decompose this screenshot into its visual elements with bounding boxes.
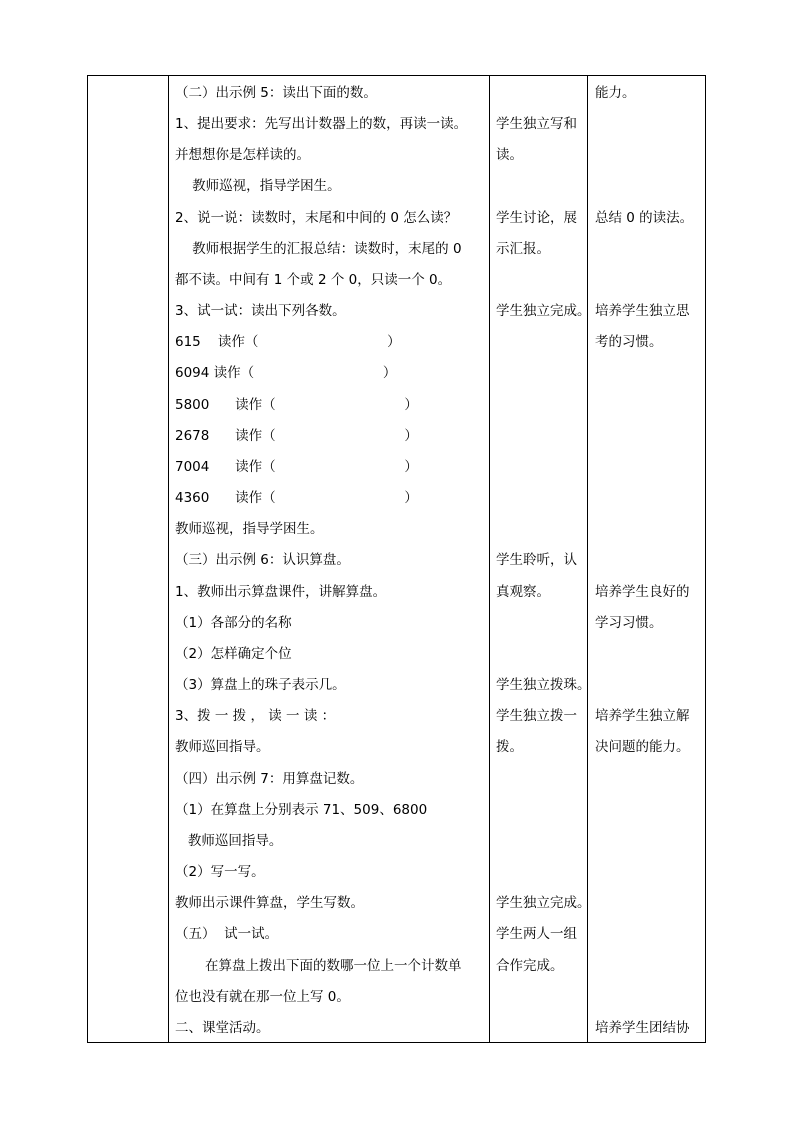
text-line: （1）各部分的名称: [175, 615, 292, 631]
text-line: 培养学生独立解: [595, 708, 690, 724]
text-line: 615 读作（ ）: [175, 334, 401, 350]
text-line: （1）在算盘上分别表示 71、509、6800: [175, 802, 428, 818]
text-line: 学生独立完成。: [496, 303, 591, 319]
text-line: （2）写一写。: [175, 864, 265, 880]
text-line: 1、教师出示算盘课件，讲解算盘。: [175, 584, 387, 600]
text-line: 培养学生独立思: [595, 303, 690, 319]
text-line: 教师巡视，指导学困生。: [175, 178, 341, 194]
text-line: 学生独立拨珠。: [496, 677, 591, 693]
text-line: 学生独立写和: [496, 116, 577, 132]
text-line: 3、试一试：读出下列各数。: [175, 303, 346, 319]
text-line: 真观察。: [496, 584, 550, 600]
text-line: 能力。: [595, 85, 636, 101]
text-line: 学习习惯。: [595, 615, 663, 631]
text-line: 5800 读作（ ）: [175, 397, 418, 413]
text-line: 2、说一说：读数时，末尾和中间的 0 怎么读？: [175, 210, 458, 226]
text-line: 4360 读作（ ）: [175, 490, 418, 506]
text-line: 示汇报。: [496, 241, 550, 257]
text-line: 3、拨 一 拨 ， 读 一 读 ：: [175, 708, 336, 724]
text-line: （2）怎样确定个位: [175, 646, 292, 662]
text-line: 培养学生良好的: [595, 584, 690, 600]
text-line: （四）出示例 7：用算盘记数。: [175, 771, 364, 787]
text-line: 拨。: [496, 739, 523, 755]
lesson-plan-table: [87, 75, 706, 1043]
text-line: 总结 0 的读法。: [595, 210, 694, 226]
text-line: 教师巡回指导。: [175, 833, 283, 849]
text-line: （五） 试一试。: [175, 926, 279, 942]
text-line: 学生独立拨一: [496, 708, 577, 724]
text-line: 2678 读作（ ）: [175, 428, 418, 444]
text-line: 考的习惯。: [595, 334, 663, 350]
text-line: 二、课堂活动。: [175, 1020, 270, 1036]
text-line: 培养学生团结协: [595, 1020, 690, 1036]
text-line: 学生聆听，认: [496, 552, 577, 568]
text-line: 教师巡回指导。: [175, 739, 270, 755]
text-line: 位也没有就在那一位上写 0。: [175, 989, 350, 1005]
text-line: 并想想你是怎样读的。: [175, 147, 310, 163]
column-divider: [489, 76, 490, 1042]
text-line: 学生讨论，展: [496, 210, 577, 226]
text-line: 6094 读作（ ）: [175, 365, 397, 381]
column-divider: [168, 76, 169, 1042]
text-line: 决问题的能力。: [595, 739, 690, 755]
text-line: （三）出示例 6：认识算盘。: [175, 552, 350, 568]
text-line: （二）出示例 5：读出下面的数。: [175, 85, 377, 101]
text-line: 在算盘上拨出下面的数哪一位上一个计数单: [175, 958, 462, 974]
text-line: 都不读。中间有 1 个或 2 个 0，只读一个 0。: [175, 272, 452, 288]
text-line: 1、提出要求：先写出计数器上的数，再读一读。: [175, 116, 468, 132]
text-line: 教师根据学生的汇报总结：读数时，末尾的 0: [175, 241, 462, 257]
text-line: （3）算盘上的珠子表示几。: [175, 677, 346, 693]
text-line: 学生两人一组: [496, 926, 577, 942]
text-line: 读。: [496, 147, 523, 163]
text-line: 7004 读作（ ）: [175, 459, 418, 475]
text-line: 教师出示课件算盘，学生写数。: [175, 895, 364, 911]
text-line: 学生独立完成。: [496, 895, 591, 911]
text-line: 合作完成。: [496, 958, 564, 974]
text-line: 教师巡视，指导学困生。: [175, 521, 324, 537]
